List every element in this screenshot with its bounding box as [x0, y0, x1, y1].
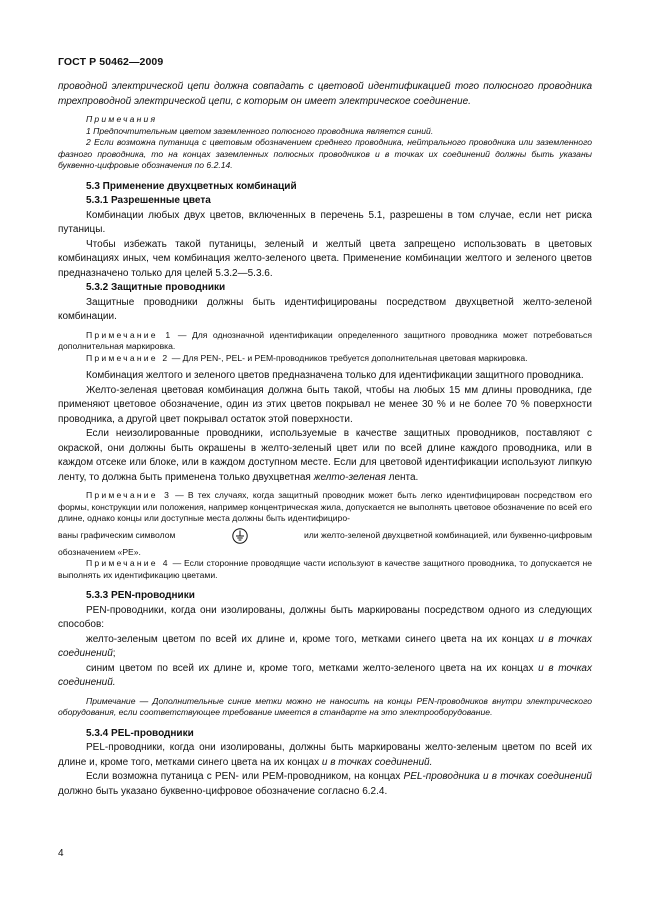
note-label: Примечание 4	[86, 558, 170, 568]
text-run: Если неизолированные проводники, используемые в качестве защитных проводников, поставляют с окраской, они должны быть окрашены в желто-зеленый цвет или по всей длине каждого проводника, или в каждом отсеке или блоке, или в каждом доступном месте. Если для цветовой идентификации используют липкую ленту, то должна быть применена только двухцветная	[58, 428, 592, 483]
text-run-italic: и в точках соединений.	[58, 662, 592, 688]
text-run: должно быть указано буквенно-цифровое обозначение согласно 6.2.4.	[58, 785, 388, 797]
note-3-end: обозначением «PE».	[58, 546, 141, 557]
paragraph: Комбинация желтого и зеленого цветов предназначена только для идентификации защитного проводника.	[86, 370, 584, 381]
note-5-3-3: Примечание — Дополнительные синие метки можно не наносить на концы PEN-проводников внутри электрического оборудования, если соответствующее требование имеется в стандарте на это электрооборудование.	[58, 695, 592, 717]
text-run: желто-зеленым цветом по всей их длине и, кроме того, метками синего цвета на их концах	[86, 633, 539, 645]
text-run-italic: и в точках соединений.	[321, 756, 433, 768]
note-1-5-3-2	[58, 330, 592, 353]
note-2: 2 Если возможна путаница с цветовым обозначением среднего проводника, нейтрального проводника или заземленного фазного проводника, то на концах заземленных полюсных проводников и в точках их соединений должны быть указаны буквенно-цифровые обозначения по 6.2.14.	[58, 137, 592, 170]
text-run-italic: и в точках соединений	[58, 633, 592, 659]
text-run-italic: PEL-проводника и в точках соединений	[403, 771, 592, 782]
note-label: Примечание 2	[86, 352, 170, 363]
paragraph	[58, 741, 592, 770]
document-body	[58, 80, 592, 799]
paragraph	[58, 633, 592, 662]
section-5-3-4-title: 5.3.4 PEL-проводники	[86, 727, 194, 739]
text-run: лента.	[385, 471, 419, 483]
note-text: — Для PEN-, PEL- и PEM-проводников требуется дополнительная цветовая маркировка.	[171, 352, 528, 363]
protective-earth-symbol-icon	[232, 528, 248, 544]
intro-paragraph: проводной электрической цепи должна совпадать с цветовой идентификацией того полюсного проводника трехпроводной электрической цепи, с которым он имеет электрическое соединение.	[58, 81, 592, 107]
note-text: — В тех случаях, когда защитный проводник может быть легко идентифицирован посредством его формы, конструкции или положения, например концентрическая жила, допускается не выполнять цветовое обозначение по всей его длине, однако концы или доступные места должны быть идентифициро-	[58, 490, 592, 523]
paragraph: Чтобы избежать такой путаницы, зеленый и желтый цвета запрещено использовать в цветовых комбинациях иных, чем комбинация желто-зеленого цвета. Применение комбинации желтого и зеленого цветов предназначено только для целей 5.3.2—5.3.6.	[58, 238, 592, 279]
text-run-italic: желто-зеленая	[313, 471, 386, 483]
note-text: — Если сторонние проводящие части используют в качестве защитного проводника, то допускается не выполнять их идентификацию цветами.	[58, 558, 593, 580]
section-5-3-title: 5.3 Применение двухцветных комбинаций	[86, 180, 297, 192]
note-label: Примечание 1	[86, 329, 173, 340]
note-text: — Для однозначной идентификации определенного защитного проводника может потребоваться дополнительная маркировка.	[58, 329, 592, 351]
note-text: ваны графическим символом	[58, 530, 176, 541]
section-5-3-2-title: 5.3.2 Защитные проводники	[86, 282, 226, 293]
note-2-5-3-2	[58, 353, 592, 365]
notes-label: Примечания	[86, 114, 158, 124]
note-3-5-3-2	[58, 490, 592, 525]
text-run: Если возможна путаница с PEN- или PEM-проводником, на концах	[86, 771, 404, 782]
page-number: 4	[58, 848, 64, 859]
note-text: или желто-зеленой двухцветной комбинацией, или буквенно-цифровым	[303, 530, 592, 541]
note-1: 1 Предпочтительным цветом заземленного полюсного проводника является синий.	[86, 125, 434, 136]
text-run: синим цветом по всей их длине и, кроме того, метками желто-зеленого цвета на их концах	[86, 662, 539, 674]
paragraph: Комбинации любых двух цветов, включенных в перечень 5.1, разрешены в том случае, если нет риска путаницы.	[58, 209, 592, 235]
paragraph: Желто-зеленая цветовая комбинация должна быть такой, чтобы на любых 15 мм длины проводника, где применяют цветовое обозначение, один из этих цветов покрывал не менее 30 % и не более 70 % поверхности проводника, а другой цвет покрывал остаток этой поверхности.	[58, 384, 592, 425]
note-4-5-3-2	[58, 558, 592, 581]
paragraph	[58, 662, 592, 691]
note-label: Примечание 3	[86, 490, 172, 500]
note-3-symbol-line	[58, 528, 592, 544]
paragraph: PEN-проводники, когда они изолированы, должны быть маркированы посредством одного из следующих способов:	[58, 604, 592, 630]
paragraph: Защитные проводники должны быть идентифицированы посредством двухцветной желто-зеленой комбинации.	[58, 296, 592, 322]
paragraph	[58, 770, 592, 799]
document-header: ГОСТ Р 50462—2009	[58, 56, 164, 68]
section-5-3-1-title: 5.3.1 Разрешенные цвета	[86, 195, 211, 206]
text-run: PEL-проводники, когда они изолированы, должны быть маркированы желто-зеленым цветом по всей их длине и, кроме того, метками синего цвета на их концах	[58, 742, 592, 768]
text-run: ;	[112, 648, 116, 659]
paragraph	[58, 427, 592, 485]
section-5-3-3-title: 5.3.3 PEN-проводники	[86, 590, 195, 601]
